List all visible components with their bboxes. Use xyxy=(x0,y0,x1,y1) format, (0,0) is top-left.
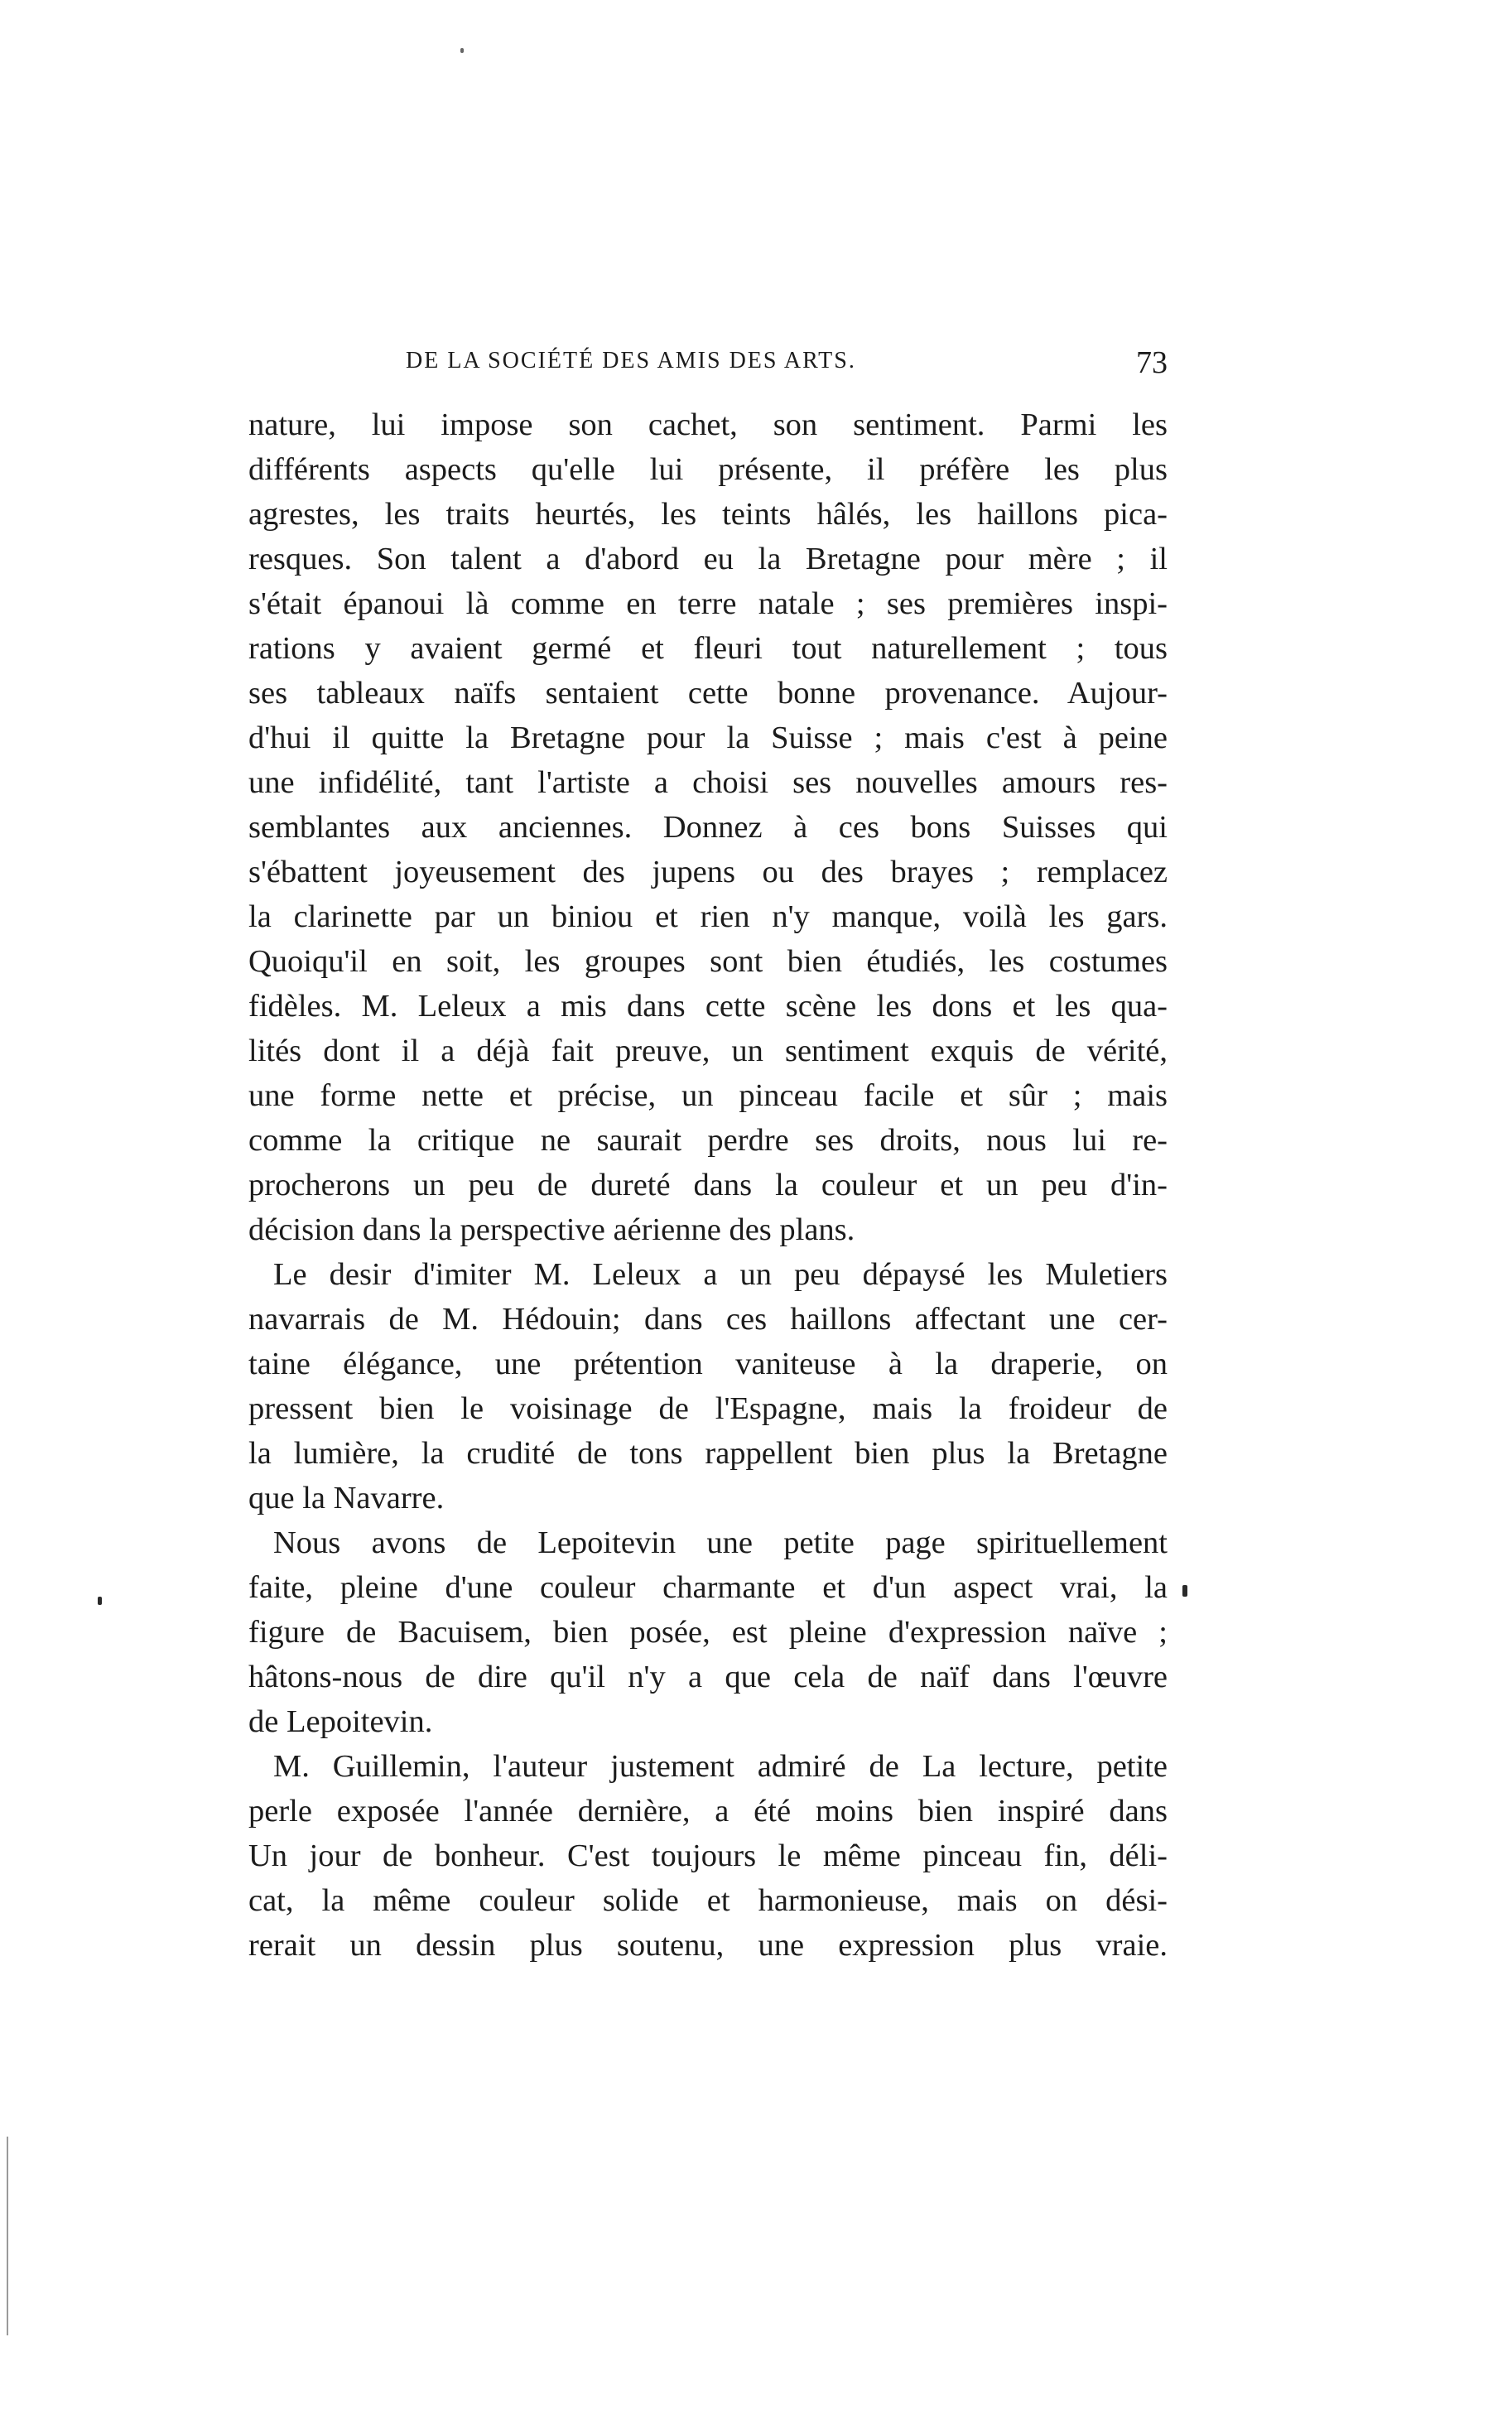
text-line: la lumière, la crudité de tons rappellent bien plus la Bretagne xyxy=(248,1436,1168,1471)
text-line: la clarinette par un biniou et rien n'y manque, voilà les gars. xyxy=(248,899,1168,934)
text-line: agrestes, les traits heurtés, les teints hâlés, les haillons pica- xyxy=(248,497,1168,532)
text-line: que la Navarre. xyxy=(248,1481,445,1515)
text-line: semblantes aux anciennes. Donnez à ces bons Suisses qui xyxy=(248,810,1168,845)
text-line: procherons un peu de dureté dans la couleur et un peu d'in- xyxy=(248,1168,1168,1202)
paragraph-first-line: Nous avons de Lepoitevin une petite page spirituellement xyxy=(273,1525,1168,1560)
text-line: comme la critique ne saurait perdre ses droits, nous lui re- xyxy=(248,1123,1168,1158)
text-line: de Lepoitevin. xyxy=(248,1704,433,1739)
margin-mark xyxy=(1182,1585,1187,1597)
running-head: DE LA SOCIÉTÉ DES AMIS DES ARTS. xyxy=(406,348,856,373)
text-line: cat, la même couleur solide et harmonieuse, mais on dési- xyxy=(248,1883,1168,1918)
paragraph-first-line: M. Guillemin, l'auteur justement admiré de La lecture, petite xyxy=(273,1749,1168,1784)
text-line: ses tableaux naïfs sentaient cette bonne provenance. Aujour- xyxy=(248,676,1168,711)
text-line: Un jour de bonheur. C'est toujours le même pinceau fin, déli- xyxy=(248,1838,1168,1873)
text-line: une forme nette et précise, un pinceau facile et sûr ; mais xyxy=(248,1078,1168,1113)
text-line: pressent bien le voisinage de l'Espagne, mais la froideur de xyxy=(248,1391,1168,1426)
text-line: nature, lui impose son cachet, son sentiment. Parmi les xyxy=(248,407,1168,442)
text-line: rerait un dessin plus soutenu, une expression plus vraie. xyxy=(248,1928,1168,1963)
paper-speck xyxy=(460,48,464,53)
text-line: navarrais de M. Hédouin; dans ces haillons affectant une cer- xyxy=(248,1302,1168,1337)
text-line: d'hui il quitte la Bretagne pour la Suisse ; mais c'est à peine xyxy=(248,720,1168,755)
text-line: perle exposée l'année dernière, a été moins bien inspiré dans xyxy=(248,1794,1168,1829)
text-line: taine élégance, une prétention vaniteuse à la draperie, on xyxy=(248,1347,1168,1381)
text-line: s'ébattent joyeusement des jupens ou des brayes ; remplacez xyxy=(248,855,1168,889)
page-header xyxy=(248,345,1184,389)
body-text xyxy=(248,402,1168,1968)
page-number: 73 xyxy=(1136,345,1168,380)
text-line: hâtons-nous de dire qu'il n'y a que cela de naïf dans l'œuvre xyxy=(248,1660,1168,1694)
text-line: s'était épanoui là comme en terre natale ; ses premières inspi- xyxy=(248,586,1168,621)
text-line: fidèles. M. Leleux a mis dans cette scène les dons et les qua- xyxy=(248,989,1168,1024)
text-line: figure de Bacuisem, bien posée, est pleine d'expression naïve ; xyxy=(248,1615,1168,1650)
text-line: décision dans la perspective aérienne des plans. xyxy=(248,1212,855,1247)
text-line: resques. Son talent a d'abord eu la Bretagne pour mère ; il xyxy=(248,542,1168,576)
margin-mark xyxy=(98,1597,102,1605)
scan-edge-line xyxy=(7,2137,8,2335)
paragraph-first-line: Le desir d'imiter M. Leleux a un peu dépaysé les Muletiers xyxy=(273,1257,1168,1292)
text-line: rations y avaient germé et fleuri tout naturellement ; tous xyxy=(248,631,1168,666)
text-line: une infidélité, tant l'artiste a choisi ses nouvelles amours res- xyxy=(248,765,1168,800)
text-line: lités dont il a déjà fait preuve, un sentiment exquis de vérité, xyxy=(248,1034,1168,1068)
text-line: Quoiqu'il en soit, les groupes sont bien étudiés, les costumes xyxy=(248,944,1168,979)
text-line: faite, pleine d'une couleur charmante et d'un aspect vrai, la xyxy=(248,1570,1168,1605)
text-line: différents aspects qu'elle lui présente, il préfère les plus xyxy=(248,452,1168,487)
